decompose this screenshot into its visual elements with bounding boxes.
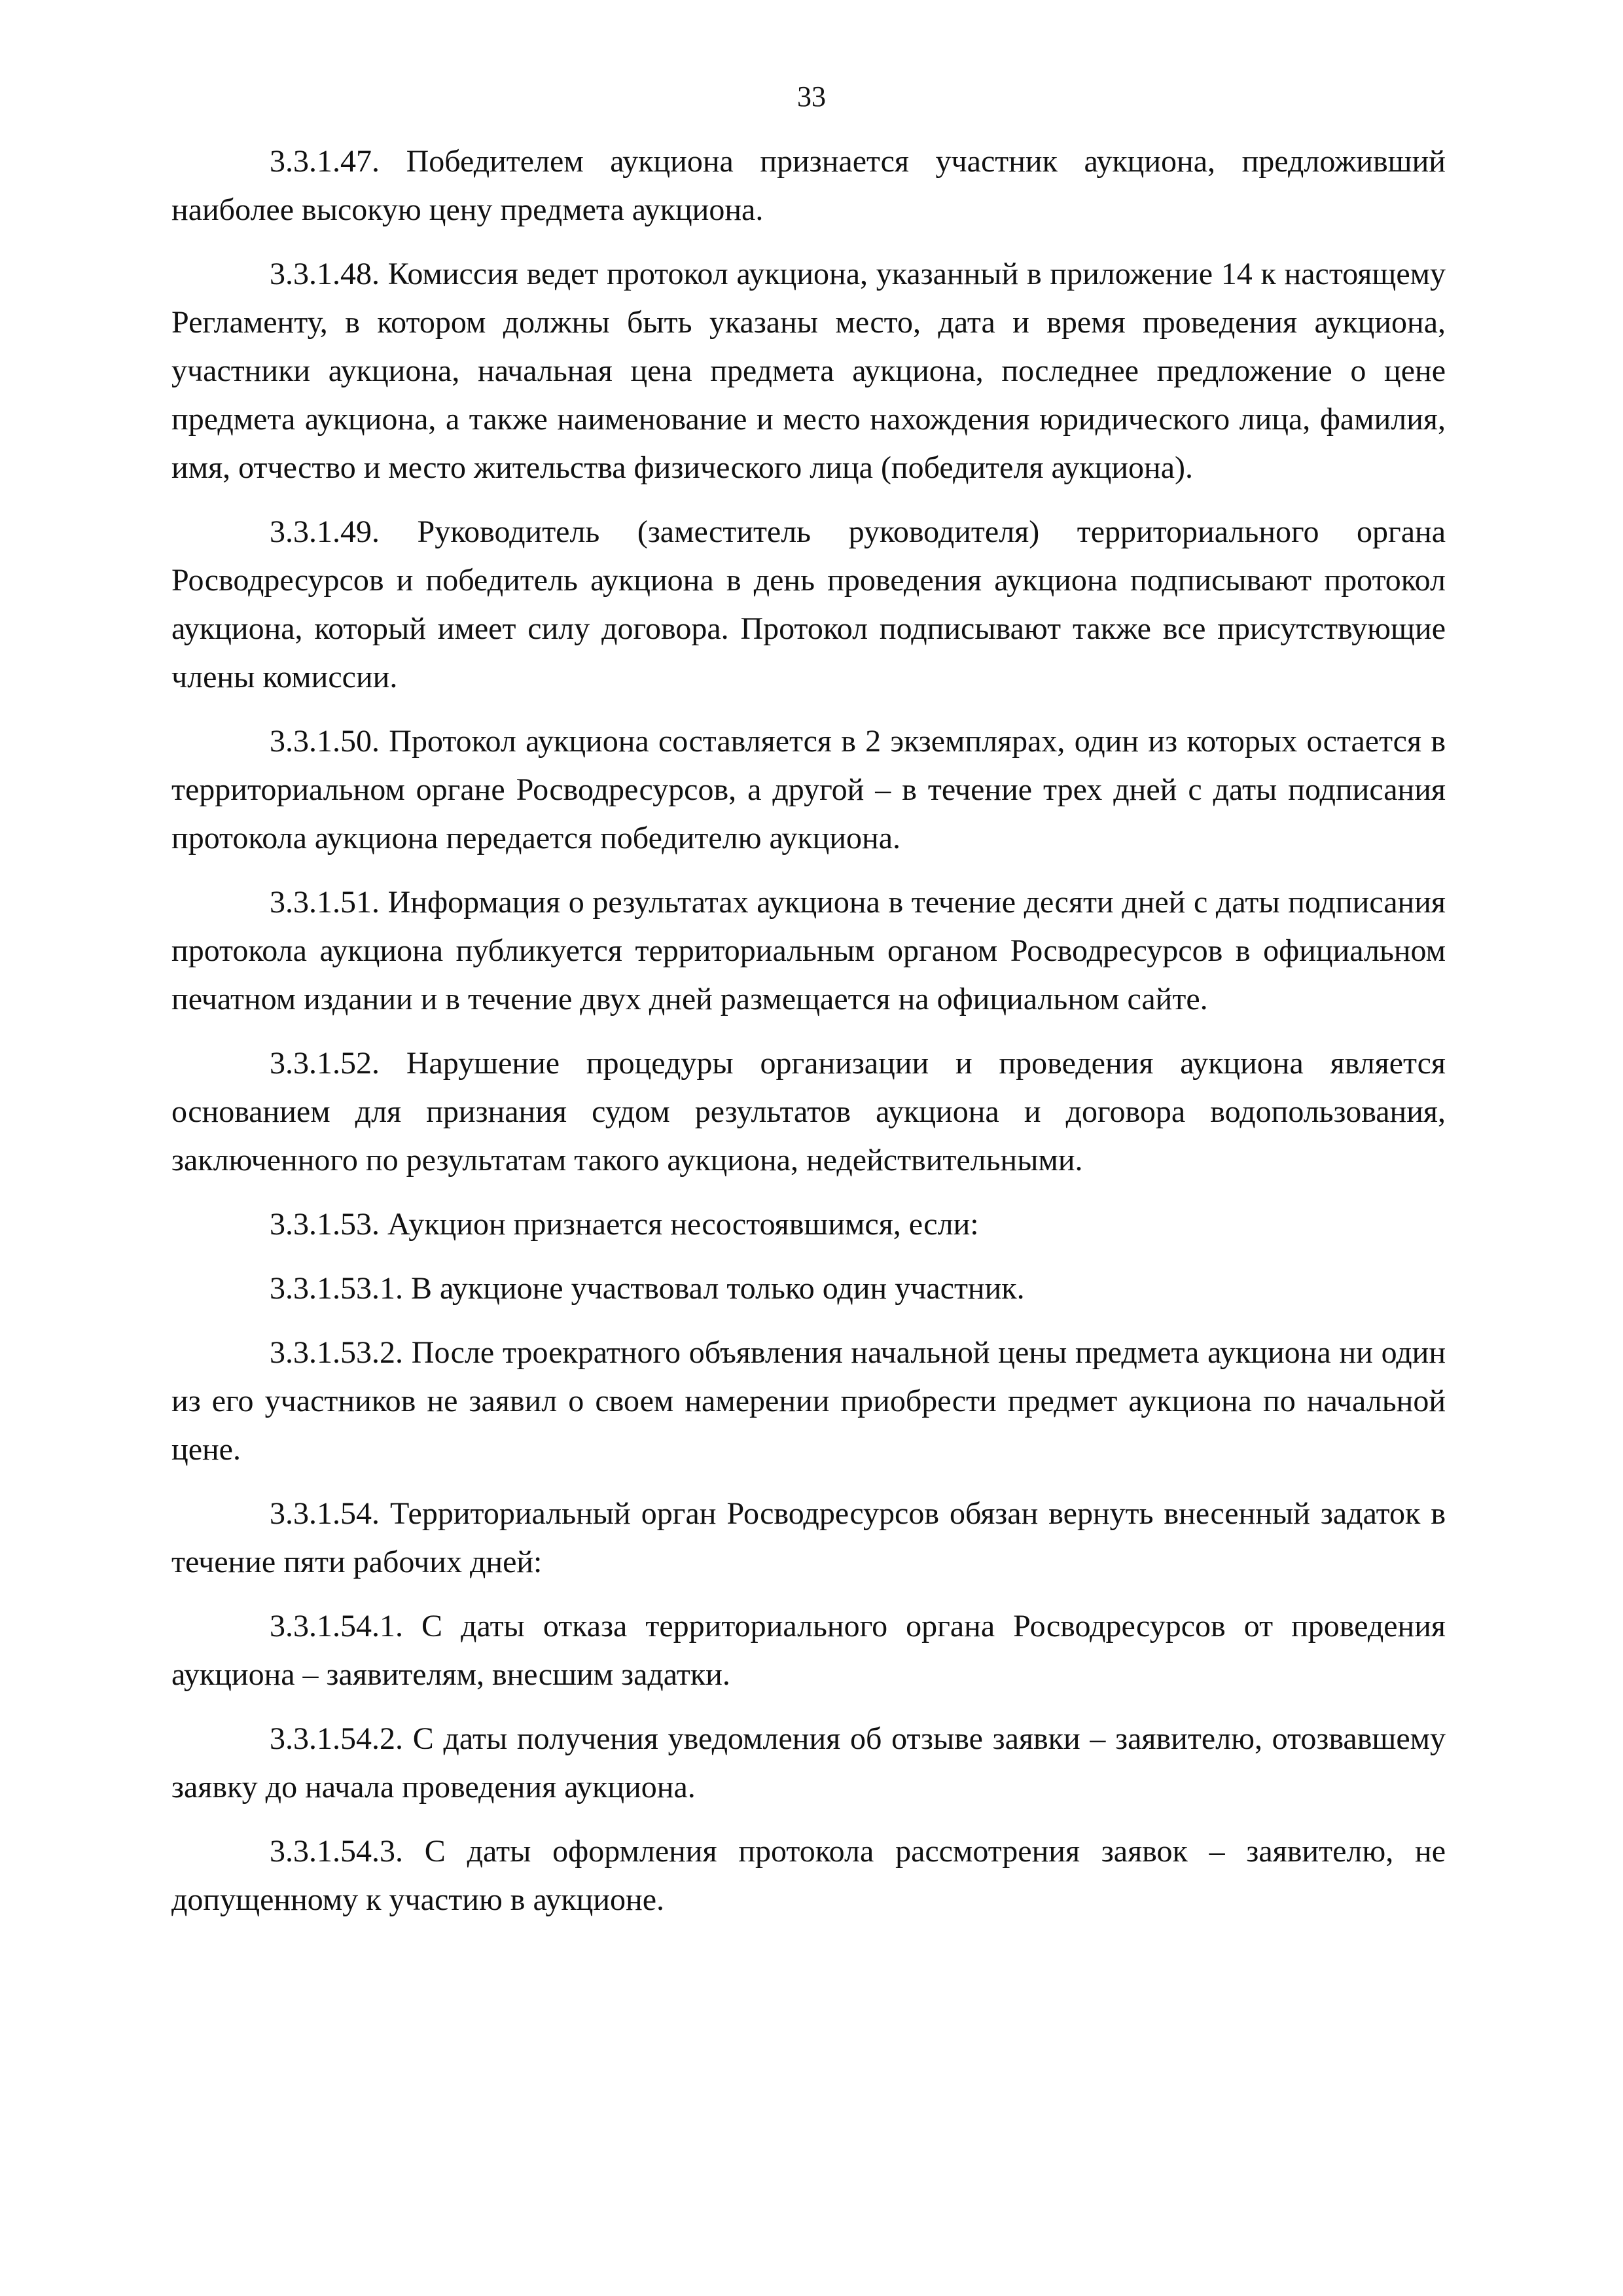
clause-text: Территориальный орган Росводресурсов обязан вернуть внесенный задаток в течение пяти рабочих дней: xyxy=(171,1496,1446,1579)
clause-number: 3.3.1.49. xyxy=(270,514,380,549)
clause-text: С даты получения уведомления об отзыве заявки – заявителю, отозвавшему заявку до начала проведения аукциона. xyxy=(171,1721,1446,1804)
clause-number: 3.3.1.54. xyxy=(270,1496,380,1531)
clause-number: 3.3.1.48. xyxy=(270,257,380,291)
clause-text: С даты отказа территориального органа Росводресурсов от проведения аукциона – заявителям, внесшим задатки. xyxy=(171,1609,1446,1692)
clause-text: После троекратного объявления начальной цены предмета аукциона ни один из его участников не заявил о своем намерении приобрести предмет аукциона по начальной цене. xyxy=(171,1335,1446,1467)
clause-number: 3.3.1.54.3. xyxy=(270,1834,403,1869)
paragraph-3-3-1-54-1 xyxy=(171,1602,1446,1699)
clause-number: 3.3.1.53. xyxy=(270,1207,380,1242)
clause-number: 3.3.1.52. xyxy=(270,1046,380,1081)
document-body xyxy=(171,137,1446,1940)
paragraph-3-3-1-52 xyxy=(171,1039,1446,1185)
paragraph-3-3-1-51 xyxy=(171,878,1446,1024)
clause-text: Аукцион признается несостоявшимся, если: xyxy=(387,1207,979,1242)
paragraph-3-3-1-53-1 xyxy=(171,1265,1446,1313)
clause-text: В аукционе участвовал только один участник. xyxy=(411,1271,1025,1306)
clause-number: 3.3.1.51. xyxy=(270,885,380,920)
paragraph-3-3-1-54-2 xyxy=(171,1715,1446,1812)
clause-text: Комиссия ведет протокол аукциона, указанный в приложение 14 к настоящему Регламенту, в котором должны быть указаны место, дата и время проведения аукциона, участники аукциона, начальная цена предмета аукциона, последнее предложение о цене предмета аукциона, а также наименование и место нахождения юридического лица, фамилия, имя, отчество и место жительства физического лица (победителя аукциона). xyxy=(171,257,1446,485)
page-number: 33 xyxy=(797,81,826,113)
paragraph-3-3-1-54 xyxy=(171,1490,1446,1587)
clause-text: Победителем аукциона признается участник аукциона, предложивший наиболее высокую цену предмета аукциона. xyxy=(171,144,1446,227)
clause-number: 3.3.1.54.1. xyxy=(270,1609,403,1643)
clause-text: Протокол аукциона составляется в 2 экземплярах, один из которых остается в территориальном органе Росводресурсов, а другой – в течение трех дней с даты подписания протокола аукциона передается победителю аукциона. xyxy=(171,724,1446,855)
paragraph-3-3-1-48 xyxy=(171,250,1446,492)
paragraph-3-3-1-53 xyxy=(171,1200,1446,1249)
clause-text: Руководитель (заместитель руководителя) территориального органа Росводресурсов и победитель аукциона в день проведения аукциона подписывают протокол аукциона, который имеет силу договора. Протокол подписывают также все присутствующие члены комиссии. xyxy=(171,514,1446,694)
paragraph-3-3-1-49 xyxy=(171,508,1446,702)
clause-number: 3.3.1.47. xyxy=(270,144,380,179)
clause-text: Нарушение процедуры организации и проведения аукциона является основанием для признания судом результатов аукциона и договора водопользования, заключенного по результатам такого аукциона, недействительными. xyxy=(171,1046,1446,1177)
paragraph-3-3-1-47 xyxy=(171,137,1446,234)
clause-number: 3.3.1.54.2. xyxy=(270,1721,403,1756)
paragraph-3-3-1-54-3 xyxy=(171,1827,1446,1924)
clause-number: 3.3.1.53.1. xyxy=(270,1271,403,1306)
paragraph-3-3-1-50 xyxy=(171,717,1446,863)
clause-number: 3.3.1.50. xyxy=(270,724,380,759)
clause-text: Информация о результатах аукциона в течение десяти дней с даты подписания протокола аукциона публикуется территориальным органом Росводресурсов в официальном печатном издании и в течение двух дней размещается на официальном сайте. xyxy=(171,885,1446,1016)
paragraph-3-3-1-53-2 xyxy=(171,1329,1446,1474)
clause-text: С даты оформления протокола рассмотрения заявок – заявителю, не допущенному к участию в аукционе. xyxy=(171,1834,1446,1917)
clause-number: 3.3.1.53.2. xyxy=(270,1335,403,1370)
